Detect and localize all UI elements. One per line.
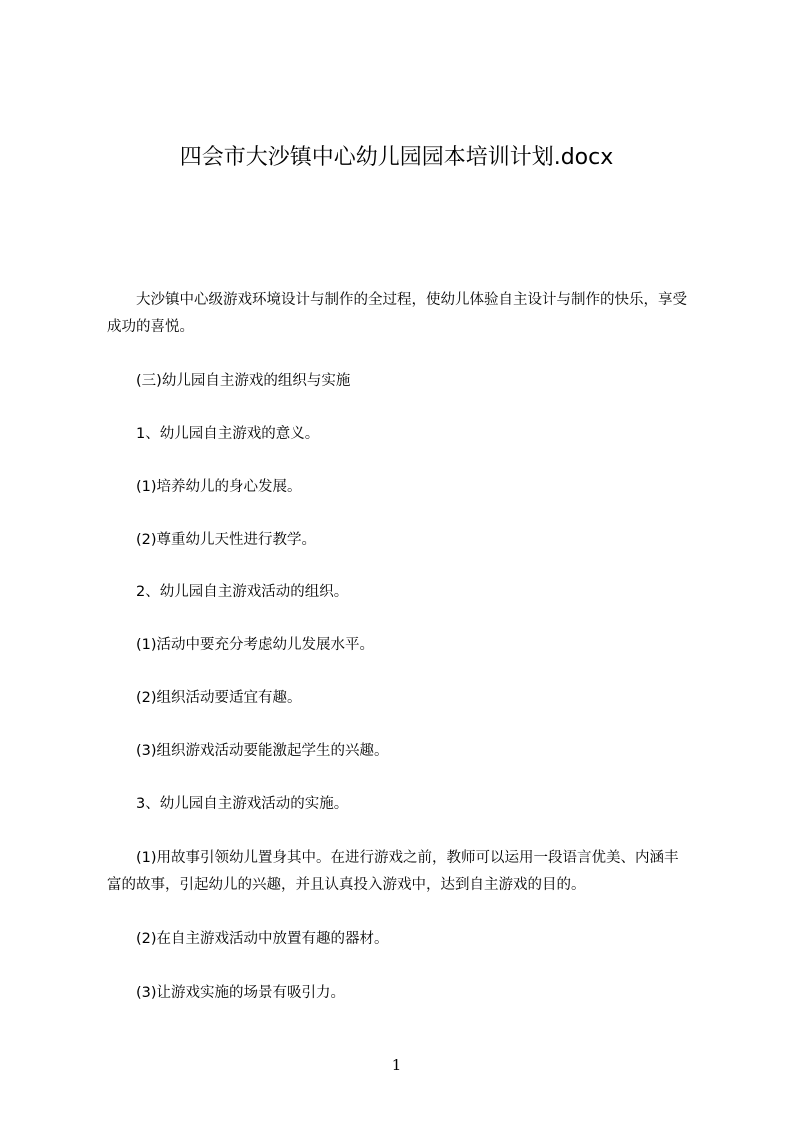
item-heading-1: 1、幼儿园自主游戏的意义。 (136, 426, 320, 442)
list-item: (3)让游戏实施的场景有吸引力。 (136, 985, 346, 1001)
section-heading-3: (三)幼儿园自主游戏的组织与实施 (136, 373, 351, 389)
list-item: (2)尊重幼儿天性进行教学。 (136, 532, 317, 548)
list-item: (1)活动中要充分考虑幼儿发展水平。 (136, 637, 375, 653)
list-item: (3)组织游戏活动要能激起学生的兴趣。 (136, 743, 389, 759)
list-item: (2)组织活动要适宜有趣。 (136, 690, 302, 706)
page-number: 1 (391, 1056, 402, 1074)
list-item: (1)培养幼儿的身心发展。 (136, 479, 302, 495)
document-title: 四会市大沙镇中心幼儿园园本培训计划.docx (179, 145, 614, 170)
list-item: (2)在自主游戏活动中放置有趣的器材。 (136, 931, 389, 947)
paragraph-intro: 大沙镇中心级游戏环境设计与制作的全过程，使幼儿体验自主设计与制作的快乐，享受成功的喜悦。 (107, 292, 687, 335)
item-heading-3: 3、幼儿园自主游戏活动的实施。 (136, 796, 349, 812)
item-heading-2: 2、幼儿园自主游戏活动的组织。 (136, 584, 349, 600)
list-item: (1)用故事引领幼儿置身其中。在进行游戏之前，教师可以运用一段语言优美、内涵丰富的故事，引起幼儿的兴趣，并且认真投入游戏中，达到自主游戏的目的。 (107, 850, 679, 893)
